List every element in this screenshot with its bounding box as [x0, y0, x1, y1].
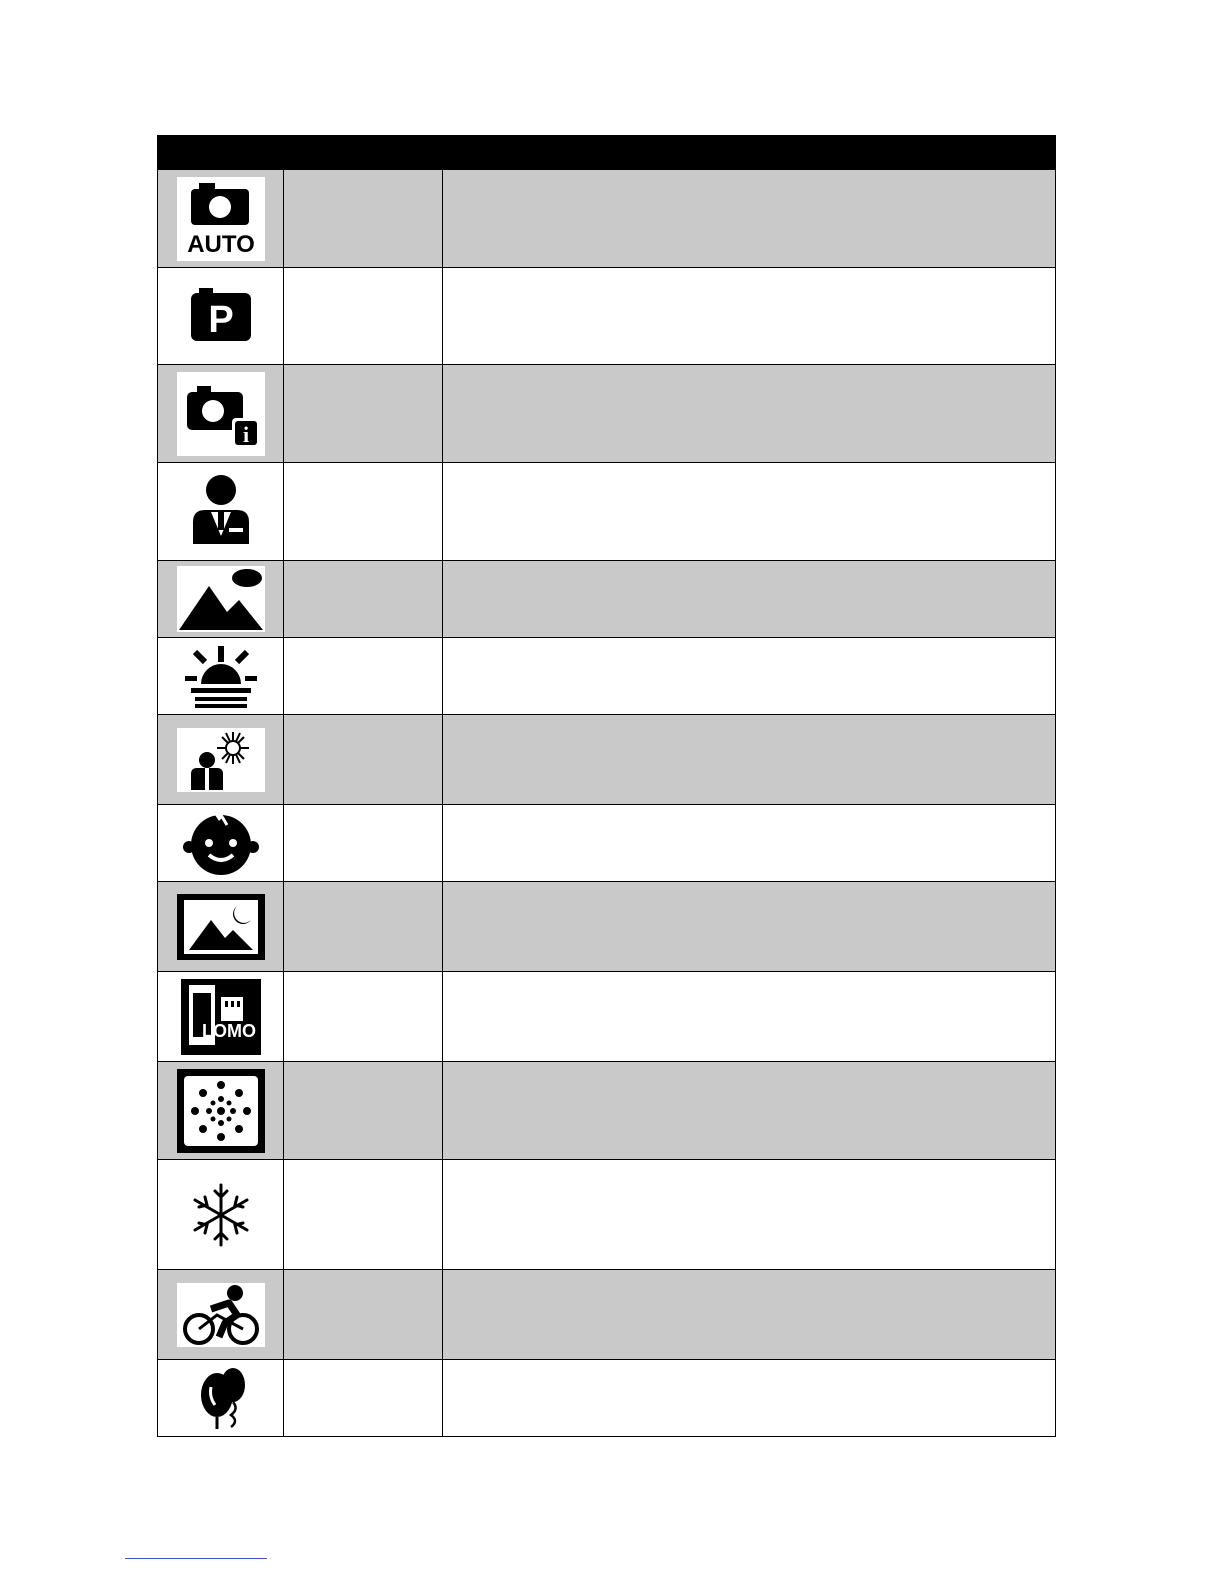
- table-row: [158, 561, 1056, 638]
- portrait-person-icon: [189, 474, 253, 550]
- header-mode-column: [284, 136, 443, 170]
- table-row: [158, 1062, 1056, 1160]
- camera-auto-icon: [177, 177, 265, 261]
- table-header-row: [158, 136, 1056, 170]
- table-row: [158, 365, 1056, 463]
- mode-description: [443, 365, 1056, 463]
- mode-description: [443, 561, 1056, 638]
- fisheye-dots-icon: [177, 1069, 265, 1153]
- mode-name: [284, 1062, 443, 1160]
- header-description-column: [443, 136, 1056, 170]
- mode-description: [443, 805, 1056, 882]
- mode-name: [284, 805, 443, 882]
- table-row: [158, 268, 1056, 365]
- header-icon-column: [158, 136, 284, 170]
- mode-description: [443, 882, 1056, 972]
- scene-mode-table: [157, 135, 1056, 1437]
- cyclist-sport-icon: [177, 1283, 265, 1347]
- mode-description: [443, 1360, 1056, 1437]
- table-row: [158, 972, 1056, 1062]
- mode-name: [284, 638, 443, 715]
- mode-name: [284, 972, 443, 1062]
- table-row: [158, 170, 1056, 268]
- mode-name: [284, 715, 443, 805]
- mode-name: [284, 365, 443, 463]
- program-p-icon: [189, 288, 253, 344]
- snowflake-icon: [191, 1183, 251, 1247]
- svg-text:i: i: [242, 421, 249, 447]
- table-row: [158, 638, 1056, 715]
- night-landscape-icon: [177, 894, 265, 960]
- mode-name: [284, 1160, 443, 1270]
- mode-description: [443, 1160, 1056, 1270]
- svg-text:AUTO: AUTO: [186, 230, 255, 258]
- table-row: [158, 805, 1056, 882]
- table-row: [158, 715, 1056, 805]
- mode-description: [443, 715, 1056, 805]
- mode-description: [443, 972, 1056, 1062]
- mode-description: [443, 1062, 1056, 1160]
- mode-name: [284, 561, 443, 638]
- mode-name: [284, 1270, 443, 1360]
- mode-name: [284, 882, 443, 972]
- table-row: [158, 1270, 1056, 1360]
- sunset-icon: [185, 644, 257, 708]
- table-row: [158, 463, 1056, 561]
- footer-link-rule: [125, 1558, 267, 1559]
- mode-description: [443, 638, 1056, 715]
- svg-text:P: P: [207, 299, 234, 341]
- mode-description: [443, 170, 1056, 268]
- balloons-party-icon: [191, 1365, 251, 1431]
- svg-text:LOMO: LOMO: [201, 1020, 256, 1041]
- mode-description: [443, 463, 1056, 561]
- table-row: [158, 882, 1056, 972]
- landscape-mountain-icon: [177, 566, 265, 632]
- backlight-person-sun-icon: [177, 728, 265, 792]
- baby-face-icon: [183, 809, 259, 877]
- mode-name: [284, 170, 443, 268]
- mode-name: [284, 1360, 443, 1437]
- mode-name: [284, 463, 443, 561]
- table-row: [158, 1160, 1056, 1270]
- mode-description: [443, 268, 1056, 365]
- camera-info-icon: [177, 372, 265, 456]
- mode-description: [443, 1270, 1056, 1360]
- mode-name: [284, 268, 443, 365]
- lomo-film-icon: [181, 979, 261, 1055]
- table-row: [158, 1360, 1056, 1437]
